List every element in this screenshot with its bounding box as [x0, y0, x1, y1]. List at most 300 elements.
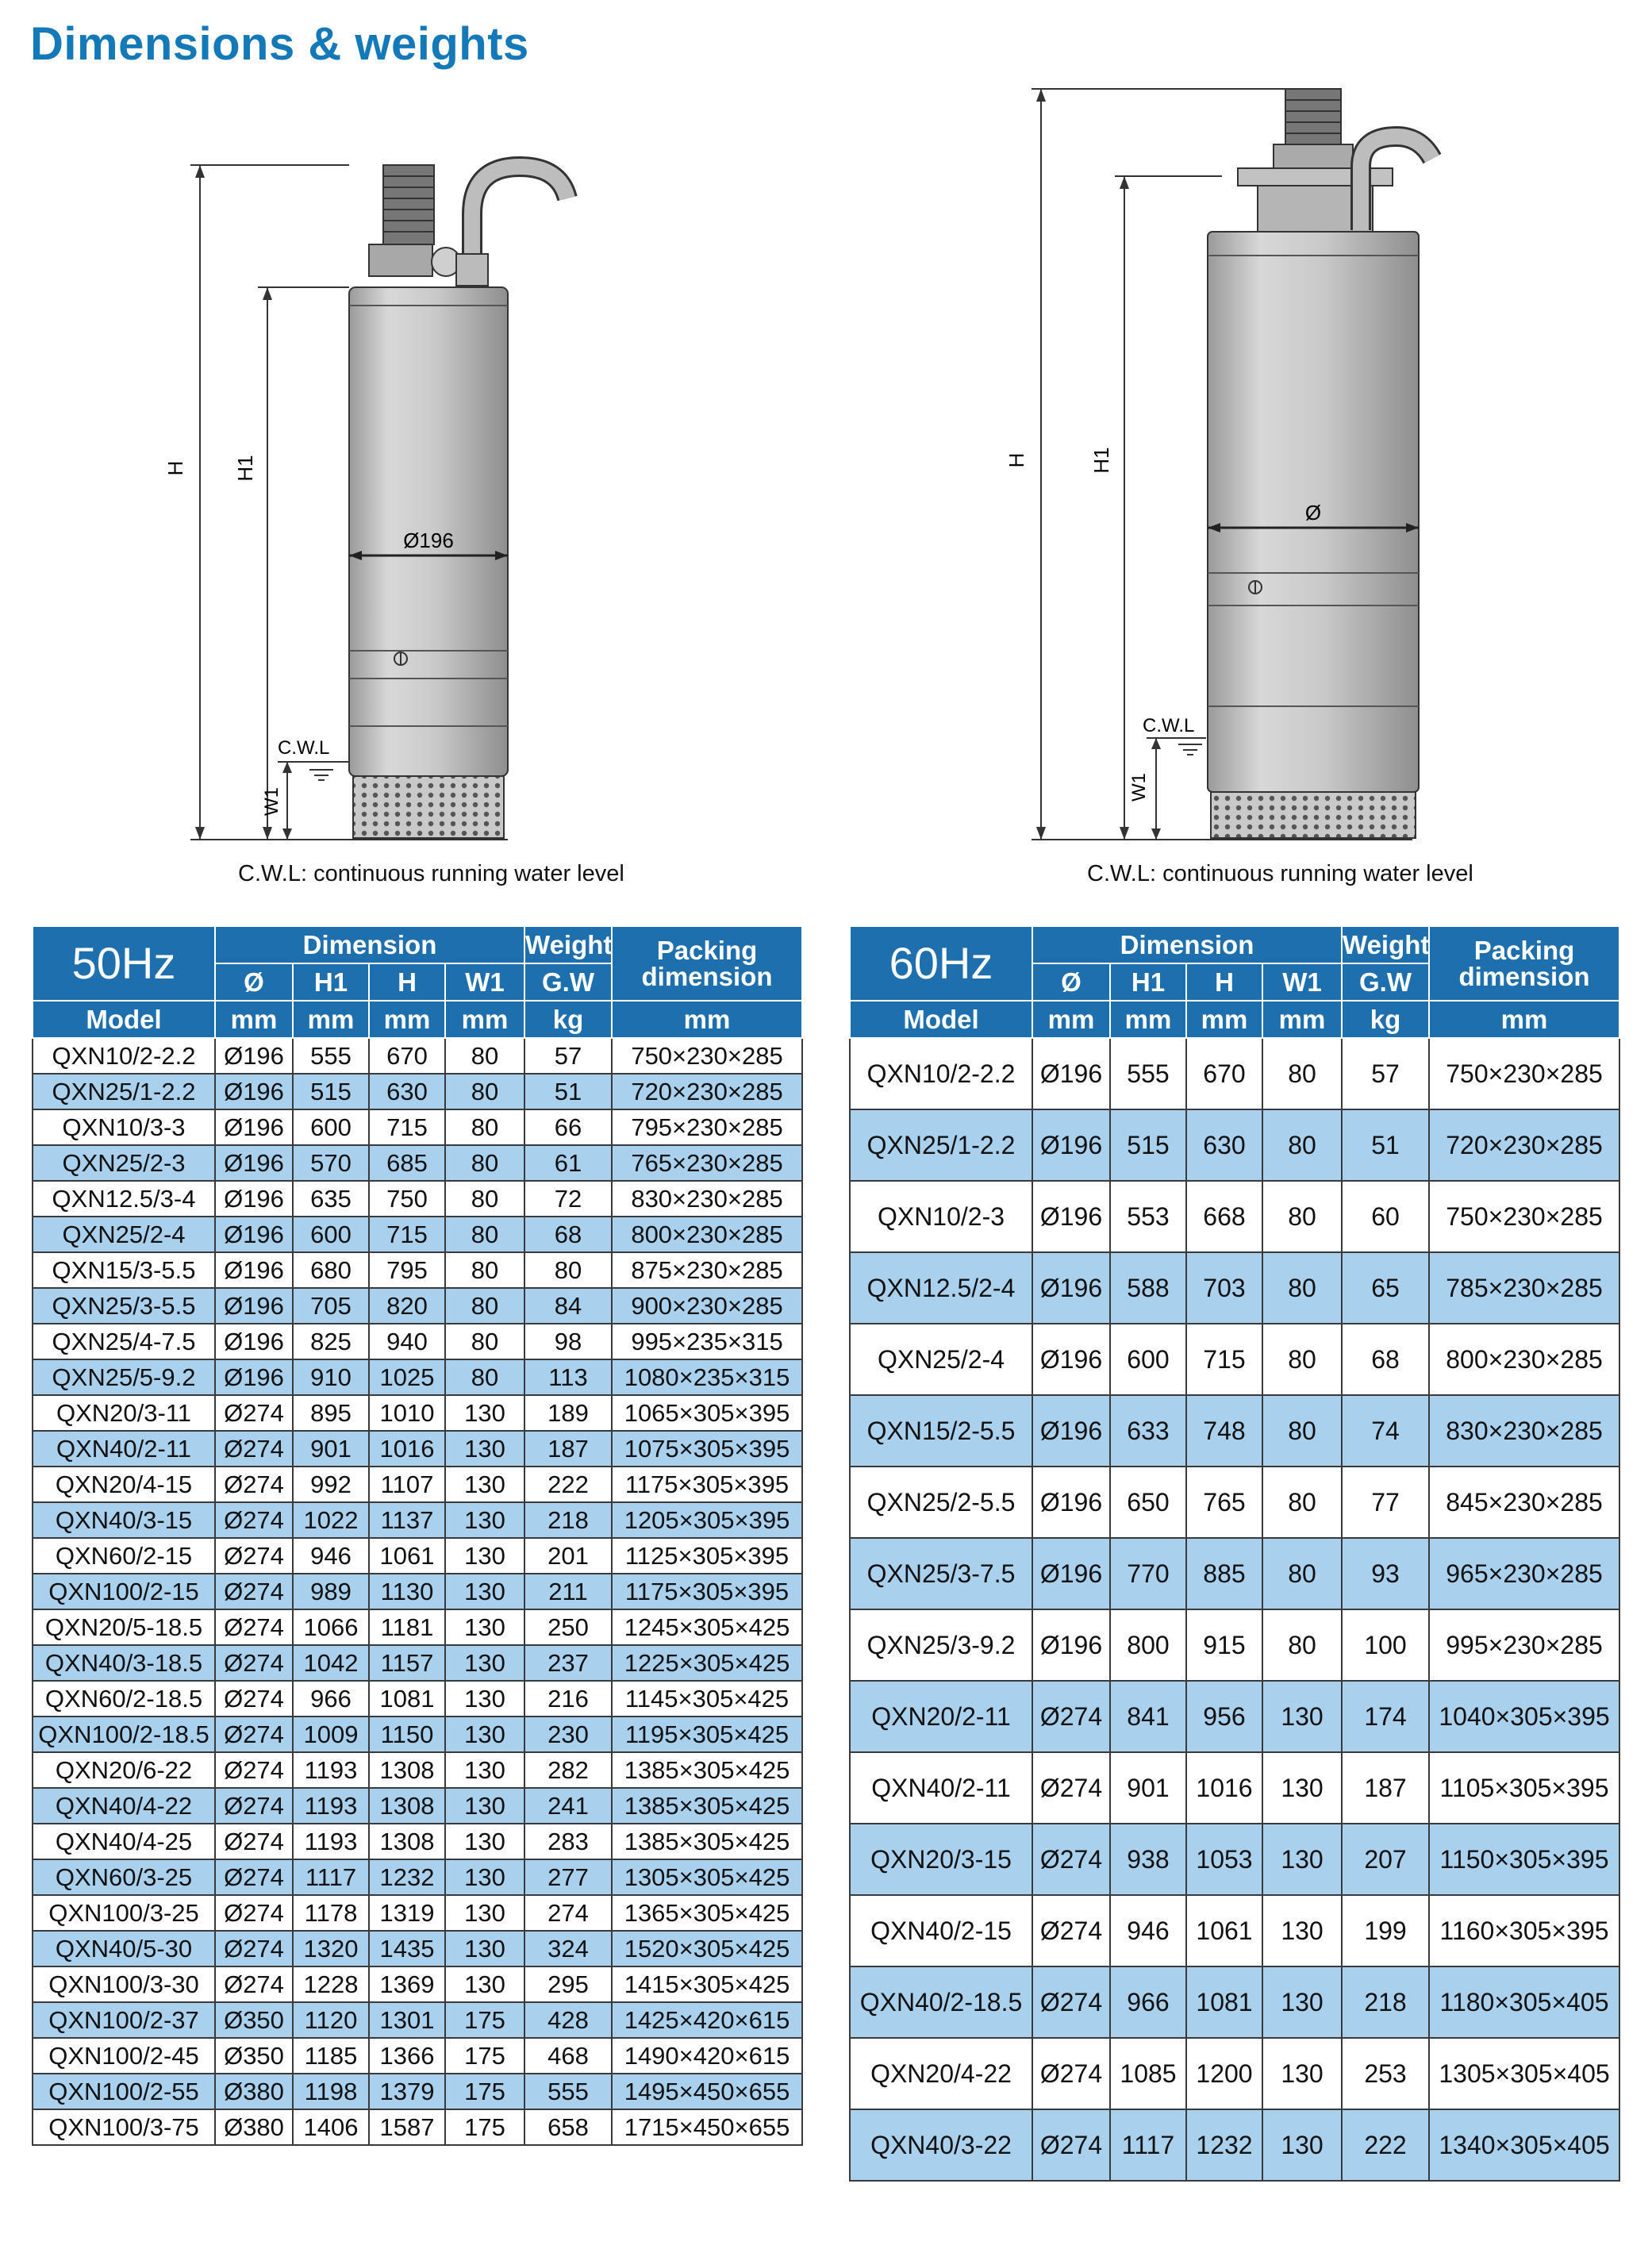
dia-cell: Ø274 [1032, 1681, 1110, 1752]
h1-cell: 570 [293, 1145, 369, 1181]
h-cell: 1137 [369, 1502, 445, 1538]
header-w1: W1 [445, 963, 524, 1001]
packing-cell: 720×230×285 [1429, 1109, 1619, 1181]
w1-cell: 80 [1262, 1038, 1342, 1109]
gw-cell: 187 [524, 1431, 612, 1467]
page-title: Dimensions & weights [30, 18, 529, 70]
model-cell: QXN100/2-45 [33, 2038, 215, 2074]
unit-mm: mm [215, 1001, 293, 1038]
gw-cell: 72 [524, 1181, 612, 1217]
table-row [850, 1609, 1619, 1681]
model-cell: QXN15/3-5.5 [33, 1252, 215, 1288]
model-cell: QXN20/6-22 [33, 1752, 215, 1788]
table-row [33, 1859, 802, 1895]
h1-cell: 946 [293, 1538, 369, 1574]
model-cell: QXN20/5-18.5 [33, 1609, 215, 1645]
w1-cell: 130 [445, 1395, 524, 1431]
h1-cell: 1198 [293, 2074, 369, 2109]
gw-cell: 555 [524, 2074, 612, 2109]
packing-cell: 1305×305×405 [1429, 2038, 1619, 2109]
model-cell: QXN25/2-3 [33, 1145, 215, 1181]
unit-mm: mm [1032, 1001, 1110, 1038]
table-row [850, 1395, 1619, 1467]
unit-mm: mm [445, 1001, 524, 1038]
dia-cell: Ø274 [215, 1574, 293, 1609]
gw-cell: 68 [524, 1217, 612, 1252]
packing-cell: 1105×305×395 [1429, 1752, 1619, 1824]
gw-cell: 274 [524, 1895, 612, 1931]
h-cell: 1016 [369, 1431, 445, 1467]
table-row [33, 1681, 802, 1717]
packing-cell: 720×230×285 [612, 1074, 802, 1109]
table-row [33, 1288, 802, 1324]
h-cell: 1081 [369, 1681, 445, 1717]
w1-cell: 130 [445, 1574, 524, 1609]
h-cell: 1181 [369, 1609, 445, 1645]
dia-cell: Ø196 [1032, 1038, 1110, 1109]
h1-cell: 555 [293, 1038, 369, 1074]
table-row [850, 1681, 1619, 1752]
w1-cell: 130 [445, 1931, 524, 1966]
gw-cell: 80 [524, 1252, 612, 1288]
table-row [33, 1181, 802, 1217]
h-cell: 795 [369, 1252, 445, 1288]
gw-cell: 84 [524, 1288, 612, 1324]
w1-cell: 80 [1262, 1538, 1342, 1609]
dia-cell: Ø196 [215, 1252, 293, 1288]
packing-cell: 1385×305×425 [612, 1752, 802, 1788]
model-cell: QXN20/2-11 [850, 1681, 1032, 1752]
h1-cell: 1185 [293, 2038, 369, 2074]
model-cell: QXN40/3-18.5 [33, 1645, 215, 1681]
table-row [33, 1109, 802, 1145]
gw-cell: 51 [1342, 1109, 1429, 1181]
packing-cell: 750×230×285 [1429, 1038, 1619, 1109]
packing-cell: 750×230×285 [612, 1038, 802, 1074]
dia-cell: Ø196 [215, 1038, 293, 1074]
gw-cell: 74 [1342, 1395, 1429, 1467]
unit-mm: mm [612, 1001, 802, 1038]
packing-cell: 1180×305×405 [1429, 1966, 1619, 2038]
model-cell: QXN100/3-75 [33, 2109, 215, 2145]
h-cell: 1308 [369, 1752, 445, 1788]
model-cell: QXN25/5-9.2 [33, 1359, 215, 1395]
h1-cell: 600 [1110, 1324, 1186, 1395]
header-dimension: Dimension [1032, 926, 1342, 963]
dia-cell: Ø196 [215, 1181, 293, 1217]
hz-label-50: 50Hz [33, 926, 215, 1001]
gw-cell: 295 [524, 1966, 612, 2002]
w1-cell: 130 [1262, 1895, 1342, 1966]
model-cell: QXN20/4-22 [850, 2038, 1032, 2109]
dia-cell: Ø274 [215, 1859, 293, 1895]
h1-cell: 515 [293, 1074, 369, 1109]
unit-mm: mm [1429, 1001, 1619, 1038]
h-cell: 668 [1186, 1181, 1262, 1252]
model-cell: QXN100/2-15 [33, 1574, 215, 1609]
packing-cell: 785×230×285 [1429, 1252, 1619, 1324]
h1-cell: 1117 [1110, 2109, 1186, 2181]
h-cell: 685 [369, 1145, 445, 1181]
model-cell: QXN20/4-15 [33, 1467, 215, 1502]
h1-cell: 938 [1110, 1824, 1186, 1895]
model-cell: QXN10/2-2.2 [33, 1038, 215, 1074]
w1-cell: 130 [445, 1824, 524, 1859]
h1-cell: 553 [1110, 1181, 1186, 1252]
h1-label-right: H1 [1089, 447, 1113, 474]
packing-cell: 765×230×285 [612, 1145, 802, 1181]
h-cell: 1061 [369, 1538, 445, 1574]
dia-cell: Ø196 [1032, 1538, 1110, 1609]
unit-mm: mm [1110, 1001, 1186, 1038]
h1-cell: 1320 [293, 1931, 369, 1966]
h1-cell: 1193 [293, 1788, 369, 1824]
h1-cell: 1193 [293, 1752, 369, 1788]
w1-cell: 80 [1262, 1324, 1342, 1395]
dia-cell: Ø274 [215, 1824, 293, 1859]
w1-cell: 80 [445, 1181, 524, 1217]
w1-cell: 80 [445, 1074, 524, 1109]
table-row [33, 1145, 802, 1181]
h1-cell: 989 [293, 1574, 369, 1609]
model-cell: QXN10/2-3 [850, 1181, 1032, 1252]
table-row [33, 1538, 802, 1574]
hz-label-60: 60Hz [850, 926, 1032, 1001]
table-row [33, 1395, 802, 1431]
gw-cell: 65 [1342, 1252, 1429, 1324]
w1-cell: 130 [445, 1502, 524, 1538]
h-cell: 915 [1186, 1609, 1262, 1681]
table-row [33, 1502, 802, 1538]
h1-cell: 705 [293, 1288, 369, 1324]
w1-cell: 130 [445, 1538, 524, 1574]
dia-cell: Ø274 [1032, 2038, 1110, 2109]
packing-cell: 1175×305×395 [612, 1467, 802, 1502]
pump-drawing-right [1000, 79, 1508, 857]
packing-cell: 1080×235×315 [612, 1359, 802, 1395]
gw-cell: 60 [1342, 1181, 1429, 1252]
h1-cell: 901 [293, 1431, 369, 1467]
diameter-label-right: Ø [1304, 501, 1322, 525]
unit-kg: kg [1342, 1001, 1429, 1038]
dia-cell: Ø274 [215, 1931, 293, 1966]
model-cell: QXN25/2-5.5 [850, 1467, 1032, 1538]
table-60hz [849, 925, 1620, 2182]
h-cell: 1200 [1186, 2038, 1262, 2109]
gw-cell: 253 [1342, 2038, 1429, 2109]
table-row [33, 2002, 802, 2038]
gw-cell: 93 [1342, 1538, 1429, 1609]
h-cell: 1319 [369, 1895, 445, 1931]
table-row [33, 1752, 802, 1788]
h1-cell: 800 [1110, 1609, 1186, 1681]
gw-cell: 174 [1342, 1681, 1429, 1752]
h-cell: 1308 [369, 1824, 445, 1859]
h1-cell: 1117 [293, 1859, 369, 1895]
table-row [33, 1038, 802, 1074]
packing-cell: 1245×305×425 [612, 1609, 802, 1645]
dia-cell: Ø274 [215, 1609, 293, 1645]
h1-cell: 1009 [293, 1717, 369, 1752]
model-cell: QXN25/4-7.5 [33, 1324, 215, 1359]
packing-cell: 1425×420×615 [612, 2002, 802, 2038]
caption-left: C.W.L: continuous running water level [238, 861, 624, 886]
dia-cell: Ø196 [215, 1288, 293, 1324]
h1-cell: 600 [293, 1109, 369, 1145]
packing-cell: 1385×305×425 [612, 1788, 802, 1824]
model-cell: QXN40/3-15 [33, 1502, 215, 1538]
dia-cell: Ø274 [1032, 1824, 1110, 1895]
table-row [33, 1931, 802, 1966]
w1-cell: 80 [445, 1217, 524, 1252]
table-row [33, 1467, 802, 1502]
gw-cell: 277 [524, 1859, 612, 1895]
gw-cell: 216 [524, 1681, 612, 1717]
table-row [33, 1217, 802, 1252]
h1-cell: 1022 [293, 1502, 369, 1538]
dia-cell: Ø274 [1032, 1966, 1110, 2038]
gw-cell: 218 [524, 1502, 612, 1538]
dia-cell: Ø196 [215, 1217, 293, 1252]
h-cell: 820 [369, 1288, 445, 1324]
h-cell: 1379 [369, 2074, 445, 2109]
w1-cell: 175 [445, 2038, 524, 2074]
gw-cell: 201 [524, 1538, 612, 1574]
gw-cell: 211 [524, 1574, 612, 1609]
h-cell: 703 [1186, 1252, 1262, 1324]
gw-cell: 57 [524, 1038, 612, 1074]
packing-cell: 800×230×285 [1429, 1324, 1619, 1395]
h1-cell: 1066 [293, 1609, 369, 1645]
packing-cell: 1125×305×395 [612, 1538, 802, 1574]
packing-cell: 900×230×285 [612, 1288, 802, 1324]
h-cell: 715 [369, 1109, 445, 1145]
header-weight: Weight [1342, 926, 1429, 963]
h-cell: 1301 [369, 2002, 445, 2038]
table-row [33, 2074, 802, 2109]
table-row [850, 1252, 1619, 1324]
table-row [850, 1752, 1619, 1824]
h1-cell: 966 [1110, 1966, 1186, 2038]
dia-cell: Ø196 [1032, 1181, 1110, 1252]
gw-cell: 207 [1342, 1824, 1429, 1895]
model-cell: QXN25/2-4 [33, 1217, 215, 1252]
packing-cell: 1305×305×425 [612, 1859, 802, 1895]
h-cell: 1587 [369, 2109, 445, 2145]
model-cell: QXN60/2-15 [33, 1538, 215, 1574]
dia-cell: Ø380 [215, 2074, 293, 2109]
w1-cell: 80 [445, 1252, 524, 1288]
h1-cell: 946 [1110, 1895, 1186, 1966]
packing-cell: 995×235×315 [612, 1324, 802, 1359]
h-cell: 1369 [369, 1966, 445, 2002]
w1-cell: 80 [445, 1038, 524, 1074]
table-50hz-body [33, 1038, 802, 2145]
h-cell: 1061 [1186, 1895, 1262, 1966]
gw-cell: 57 [1342, 1038, 1429, 1109]
model-cell: QXN100/2-55 [33, 2074, 215, 2109]
dia-cell: Ø196 [1032, 1467, 1110, 1538]
unit-mm: mm [293, 1001, 369, 1038]
h1-cell: 992 [293, 1467, 369, 1502]
w1-cell: 80 [1262, 1467, 1342, 1538]
packing-cell: 995×230×285 [1429, 1609, 1619, 1681]
model-cell: QXN20/3-11 [33, 1395, 215, 1431]
w1-cell: 80 [445, 1109, 524, 1145]
h-cell: 670 [1186, 1038, 1262, 1109]
dia-cell: Ø274 [1032, 2109, 1110, 2181]
packing-cell: 1340×305×405 [1429, 2109, 1619, 2181]
packing-cell: 1205×305×395 [612, 1502, 802, 1538]
pump-drawing-left [159, 143, 667, 857]
h-cell: 1107 [369, 1467, 445, 1502]
dia-cell: Ø274 [215, 1502, 293, 1538]
h-cell: 670 [369, 1038, 445, 1074]
table-row [850, 1038, 1619, 1109]
h-cell: 885 [1186, 1538, 1262, 1609]
h1-cell: 680 [293, 1252, 369, 1288]
diameter-label-left: Ø196 [403, 529, 454, 552]
table-row [33, 2038, 802, 2074]
h-cell: 1308 [369, 1788, 445, 1824]
gw-cell: 51 [524, 1074, 612, 1109]
table-row [850, 1467, 1619, 1538]
h1-cell: 895 [293, 1395, 369, 1431]
h1-cell: 1120 [293, 2002, 369, 2038]
header-h: H [369, 963, 445, 1001]
dia-cell: Ø274 [215, 1538, 293, 1574]
gw-cell: 658 [524, 2109, 612, 2145]
h1-cell: 910 [293, 1359, 369, 1395]
table-row [850, 1538, 1619, 1609]
h-cell: 1016 [1186, 1752, 1262, 1824]
w1-cell: 130 [445, 1431, 524, 1467]
w1-cell: 130 [1262, 2109, 1342, 2181]
h-cell: 715 [1186, 1324, 1262, 1395]
h-label-right: H [1005, 452, 1028, 468]
table-row [33, 1324, 802, 1359]
packing-cell: 1175×305×395 [612, 1574, 802, 1609]
w1-cell: 80 [445, 1145, 524, 1181]
table-row [33, 1574, 802, 1609]
packing-cell: 965×230×285 [1429, 1538, 1619, 1609]
packing-cell: 1075×305×395 [612, 1431, 802, 1467]
h-cell: 750 [369, 1181, 445, 1217]
gw-cell: 222 [1342, 2109, 1429, 2181]
w1-cell: 130 [1262, 1752, 1342, 1824]
h-cell: 1053 [1186, 1824, 1262, 1895]
dia-cell: Ø274 [215, 1431, 293, 1467]
model-cell: QXN40/4-22 [33, 1788, 215, 1824]
h1-cell: 770 [1110, 1538, 1186, 1609]
model-cell: QXN12.5/3-4 [33, 1181, 215, 1217]
gw-cell: 230 [524, 1717, 612, 1752]
header-dia: Ø [215, 963, 293, 1001]
h-cell: 1366 [369, 2038, 445, 2074]
w1-cell: 80 [1262, 1109, 1342, 1181]
dia-cell: Ø274 [215, 1788, 293, 1824]
h1-cell: 1406 [293, 2109, 369, 2145]
model-cell: QXN25/1-2.2 [850, 1109, 1032, 1181]
packing-cell: 1065×305×395 [612, 1395, 802, 1431]
dia-cell: Ø274 [215, 1752, 293, 1788]
gw-cell: 68 [1342, 1324, 1429, 1395]
w1-cell: 130 [445, 1788, 524, 1824]
header-gw: G.W [1342, 963, 1429, 1001]
h-cell: 1232 [369, 1859, 445, 1895]
dia-cell: Ø274 [215, 1717, 293, 1752]
model-cell: QXN10/2-2.2 [850, 1038, 1032, 1109]
h-cell: 956 [1186, 1681, 1262, 1752]
gw-cell: 237 [524, 1645, 612, 1681]
dia-cell: Ø274 [1032, 1895, 1110, 1966]
cwl-label-right: C.W.L [1143, 715, 1195, 736]
unit-mm: mm [369, 1001, 445, 1038]
model-cell: QXN100/3-30 [33, 1966, 215, 2002]
dia-cell: Ø274 [215, 1645, 293, 1681]
packing-cell: 1040×305×395 [1429, 1681, 1619, 1752]
w1-cell: 175 [445, 2074, 524, 2109]
model-cell: QXN25/3-9.2 [850, 1609, 1032, 1681]
dia-cell: Ø274 [215, 1681, 293, 1717]
w1-cell: 130 [445, 1966, 524, 2002]
table-60hz-body [850, 1038, 1619, 2181]
w1-cell: 175 [445, 2002, 524, 2038]
dia-cell: Ø274 [215, 1467, 293, 1502]
packing-cell: 795×230×285 [612, 1109, 802, 1145]
gw-cell: 222 [524, 1467, 612, 1502]
model-cell: QXN60/3-25 [33, 1859, 215, 1895]
dia-cell: Ø380 [215, 2109, 293, 2145]
model-cell: QXN10/3-3 [33, 1109, 215, 1145]
h1-cell: 1193 [293, 1824, 369, 1859]
gw-cell: 218 [1342, 1966, 1429, 2038]
dia-cell: Ø196 [1032, 1324, 1110, 1395]
table-row [850, 2109, 1619, 2181]
gw-cell: 282 [524, 1752, 612, 1788]
w1-cell: 80 [1262, 1609, 1342, 1681]
dia-cell: Ø350 [215, 2002, 293, 2038]
packing-cell: 1520×305×425 [612, 1931, 802, 1966]
h-cell: 1157 [369, 1645, 445, 1681]
h-cell: 630 [1186, 1109, 1262, 1181]
w1-cell: 130 [445, 1895, 524, 1931]
table-row [33, 1824, 802, 1859]
w1-cell: 130 [1262, 2038, 1342, 2109]
w1-cell: 130 [445, 1645, 524, 1681]
gw-cell: 66 [524, 1109, 612, 1145]
h1-cell: 600 [293, 1217, 369, 1252]
h-cell: 1025 [369, 1359, 445, 1395]
packing-cell: 1195×305×425 [612, 1717, 802, 1752]
dia-cell: Ø196 [1032, 1395, 1110, 1467]
packing-cell: 875×230×285 [612, 1252, 802, 1288]
header-dia: Ø [1032, 963, 1110, 1001]
gw-cell: 199 [1342, 1895, 1429, 1966]
dia-cell: Ø274 [215, 1395, 293, 1431]
table-row [33, 1788, 802, 1824]
h1-cell: 1178 [293, 1895, 369, 1931]
gw-cell: 283 [524, 1824, 612, 1859]
h1-cell: 650 [1110, 1467, 1186, 1538]
model-cell: QXN40/2-18.5 [850, 1966, 1032, 2038]
gw-cell: 100 [1342, 1609, 1429, 1681]
gw-cell: 113 [524, 1359, 612, 1395]
table-row [33, 1609, 802, 1645]
packing-cell: 1490×420×615 [612, 2038, 802, 2074]
w1-cell: 130 [1262, 1824, 1342, 1895]
h-cell: 1081 [1186, 1966, 1262, 2038]
